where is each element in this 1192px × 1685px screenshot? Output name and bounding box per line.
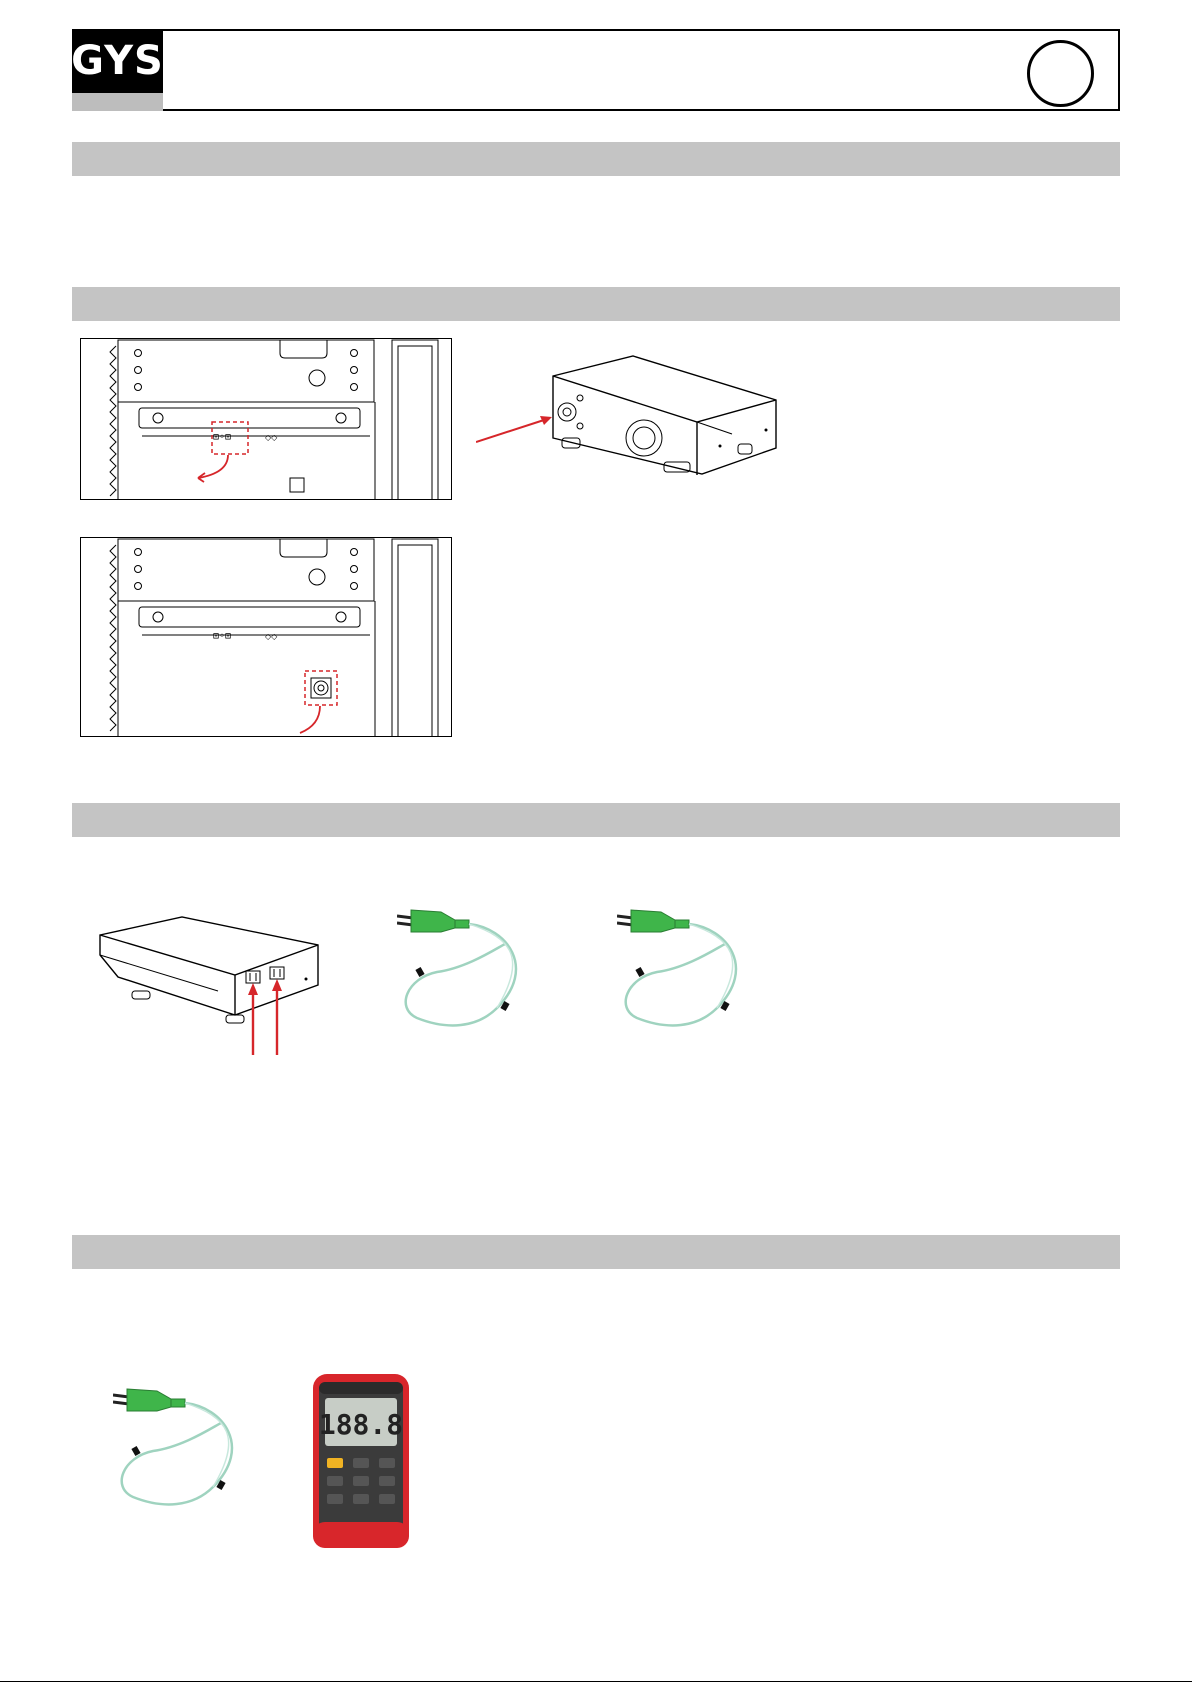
device-front-figure-2 [80,537,452,737]
section-bar-2 [72,287,1120,321]
page-header [72,29,1120,111]
thermocouple-probe-2 [617,898,757,1042]
thermocouple-probe-3 [113,1377,253,1521]
gys-logo [72,29,163,111]
svg-text:◇◇: ◇◇ [265,632,278,641]
svg-text:⊡◦⊡: ⊡◦⊡ [213,432,232,443]
language-circle-icon [1027,40,1094,107]
thermocouple-probe-1 [397,898,537,1042]
device-front-figure-1 [80,338,452,500]
section-bar-1 [72,142,1120,176]
svg-text:⊡◦⊡: ⊡◦⊡ [213,631,232,642]
logo-text: GYS [72,29,163,93]
section-bar-3 [72,803,1120,837]
footer-rule [0,1681,1192,1682]
section-bar-4 [72,1235,1120,1269]
logo-accent-bar [72,93,163,111]
handheld-thermometer [311,1372,411,1550]
meter-display-value: 188.8 [318,1408,404,1441]
svg-text:◇◇: ◇◇ [265,433,278,442]
box-rear-sockets-figure [98,915,324,1055]
control-box-figure [476,354,792,484]
